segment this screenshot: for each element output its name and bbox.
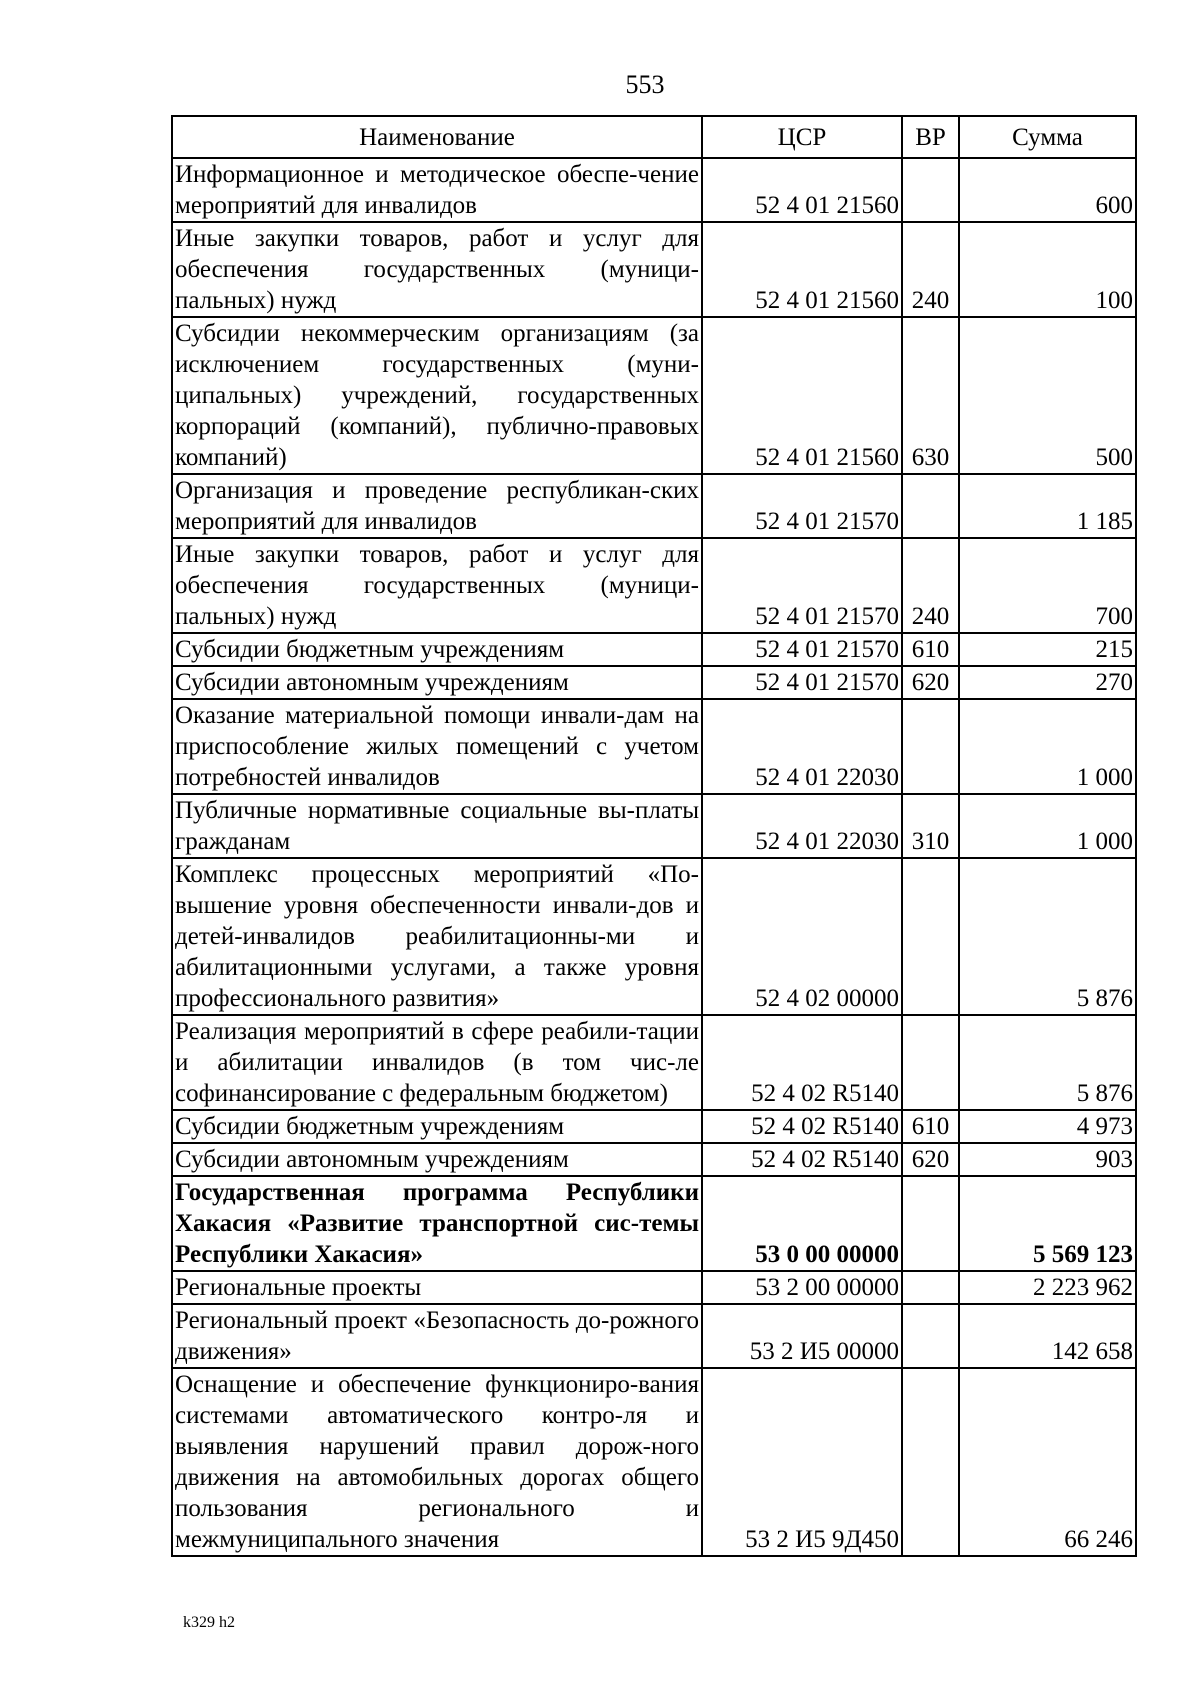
cell-sum: 5 876	[959, 858, 1136, 1015]
table-row	[172, 858, 1136, 1015]
footer-code: k329 h2	[183, 1614, 235, 1631]
cell-vr: 620	[902, 1143, 959, 1176]
table-row	[172, 1143, 1136, 1176]
cell-vr: 240	[902, 538, 959, 633]
cell-vr: 610	[902, 1110, 959, 1143]
cell-csr: 52 4 01 21570	[702, 474, 902, 538]
table-row	[172, 1176, 1136, 1271]
cell-sum: 600	[959, 158, 1136, 222]
cell-csr: 53 2 И5 00000	[702, 1304, 902, 1368]
cell-vr: 240	[902, 222, 959, 317]
cell-sum: 1 000	[959, 794, 1136, 858]
cell-name: Оснащение и обеспечение функциониро-вания системами автоматического контро-ля и выявления нарушений правил дорож-ного движения на автомобильных дорогах общего пользования регионального и межмуниципального значения	[172, 1368, 702, 1556]
cell-csr: 52 4 01 21560	[702, 222, 902, 317]
cell-vr: 620	[902, 666, 959, 699]
cell-csr: 53 0 00 00000	[702, 1176, 902, 1271]
page-number: 553	[625, 70, 665, 99]
cell-name: Иные закупки товаров, работ и услуг для обеспечения государственных (муници-пальных) нужд	[172, 222, 702, 317]
header-csr: ЦСР	[702, 116, 902, 158]
table-row	[172, 158, 1136, 222]
cell-name: Информационное и методическое обеспе-чение мероприятий для инвалидов	[172, 158, 702, 222]
cell-csr: 52 4 02 00000	[702, 858, 902, 1015]
table-row	[172, 666, 1136, 699]
cell-name: Субсидии некоммерческим организациям (за исключением государственных (муни-ципальных) учреждений, государственных корпораций (компаний), публично-правовых компаний)	[172, 317, 702, 474]
cell-sum: 903	[959, 1143, 1136, 1176]
table-row	[172, 1271, 1136, 1304]
cell-name: Организация и проведение республикан-ских мероприятий для инвалидов	[172, 474, 702, 538]
cell-name: Комплекс процессных мероприятий «По-вышение уровня обеспеченности инвали-дов и детей-инвалидов реабилитационны-ми и абилитационными услугами, а также уровня профессионального развития»	[172, 858, 702, 1015]
cell-name: Оказание материальной помощи инвали-дам на приспособление жилых помещений с учетом потребностей инвалидов	[172, 699, 702, 794]
table-row	[172, 538, 1136, 633]
cell-sum: 2 223 962	[959, 1271, 1136, 1304]
cell-sum: 215	[959, 633, 1136, 666]
cell-sum: 100	[959, 222, 1136, 317]
cell-sum: 66 246	[959, 1368, 1136, 1556]
cell-name: Субсидии автономным учреждениям	[172, 1143, 702, 1176]
cell-name: Субсидии бюджетным учреждениям	[172, 1110, 702, 1143]
cell-sum: 700	[959, 538, 1136, 633]
cell-sum: 1 000	[959, 699, 1136, 794]
cell-vr	[902, 699, 959, 794]
cell-vr	[902, 1304, 959, 1368]
cell-sum: 270	[959, 666, 1136, 699]
cell-sum: 1 185	[959, 474, 1136, 538]
cell-sum: 142 658	[959, 1304, 1136, 1368]
table-row	[172, 794, 1136, 858]
cell-name: Субсидии автономным учреждениям	[172, 666, 702, 699]
table-row	[172, 1110, 1136, 1143]
cell-vr	[902, 1368, 959, 1556]
cell-name: Государственная программа Республики Хакасия «Развитие транспортной сис-темы Республики Хакасия»	[172, 1176, 702, 1271]
cell-sum: 5 569 123	[959, 1176, 1136, 1271]
table-row	[172, 633, 1136, 666]
cell-vr: 630	[902, 317, 959, 474]
cell-vr: 610	[902, 633, 959, 666]
cell-csr: 52 4 01 21570	[702, 633, 902, 666]
cell-name: Публичные нормативные социальные вы-платы гражданам	[172, 794, 702, 858]
table-row	[172, 1304, 1136, 1368]
cell-vr	[902, 1015, 959, 1110]
table-header-row	[172, 116, 1136, 158]
header-vr: ВР	[902, 116, 959, 158]
cell-csr: 52 4 01 21570	[702, 538, 902, 633]
cell-vr	[902, 1176, 959, 1271]
cell-csr: 52 4 01 22030	[702, 794, 902, 858]
cell-vr	[902, 858, 959, 1015]
cell-sum: 4 973	[959, 1110, 1136, 1143]
header-sum: Сумма	[959, 116, 1136, 158]
cell-csr: 52 4 01 21560	[702, 317, 902, 474]
cell-name: Реализация мероприятий в сфере реабили-тации и абилитации инвалидов (в том чис-ле софинансирование с федеральным бюджетом)	[172, 1015, 702, 1110]
cell-name: Региональный проект «Безопасность до-рожного движения»	[172, 1304, 702, 1368]
table-row	[172, 1015, 1136, 1110]
cell-name: Иные закупки товаров, работ и услуг для обеспечения государственных (муници-пальных) нужд	[172, 538, 702, 633]
cell-name: Субсидии бюджетным учреждениям	[172, 633, 702, 666]
cell-csr: 52 4 02 R5140	[702, 1015, 902, 1110]
cell-sum: 500	[959, 317, 1136, 474]
table-row	[172, 1368, 1136, 1556]
cell-csr: 52 4 01 22030	[702, 699, 902, 794]
cell-csr: 52 4 02 R5140	[702, 1110, 902, 1143]
cell-name: Региональные проекты	[172, 1271, 702, 1304]
table-row	[172, 699, 1136, 794]
cell-csr: 53 2 00 00000	[702, 1271, 902, 1304]
cell-csr: 52 4 02 R5140	[702, 1143, 902, 1176]
cell-csr: 53 2 И5 9Д450	[702, 1368, 902, 1556]
cell-csr: 52 4 01 21570	[702, 666, 902, 699]
cell-vr	[902, 158, 959, 222]
cell-sum: 5 876	[959, 1015, 1136, 1110]
table-row	[172, 474, 1136, 538]
table-row	[172, 222, 1136, 317]
cell-csr: 52 4 01 21560	[702, 158, 902, 222]
cell-vr	[902, 1271, 959, 1304]
header-name: Наименование	[172, 116, 702, 158]
table-body	[172, 158, 1136, 1556]
table-row	[172, 317, 1136, 474]
cell-vr	[902, 474, 959, 538]
cell-vr: 310	[902, 794, 959, 858]
budget-table	[171, 115, 1137, 1557]
